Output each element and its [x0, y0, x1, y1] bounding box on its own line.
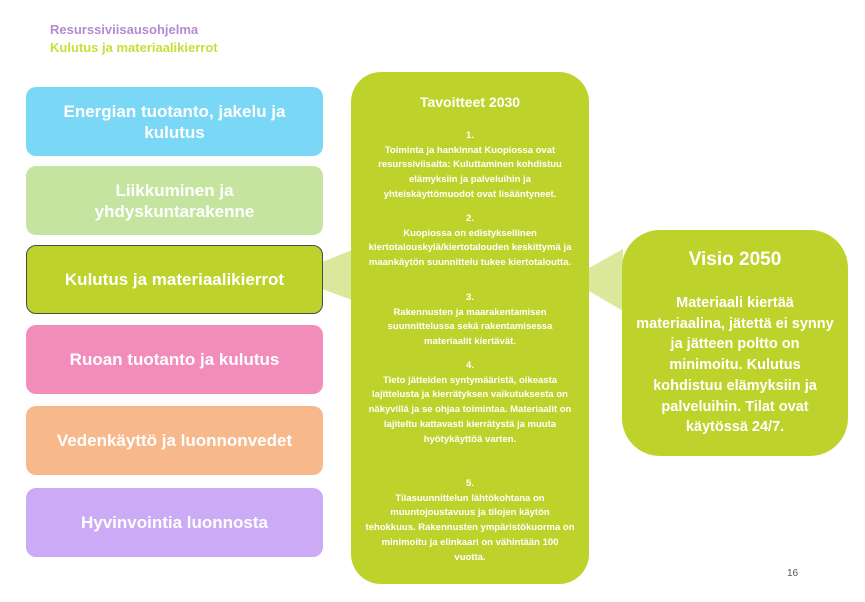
- goal-text: Kuopiossa on edistyksellinen kiertotalouskylä/kiertotalouden keskittymä ja maankäytön suunnittelu tukee kiertotaloutta.: [368, 227, 572, 269]
- page-number: 16: [787, 568, 799, 579]
- goal-number: 4.: [466, 360, 474, 371]
- goal-item-3: [365, 291, 575, 350]
- goal-item-4: [365, 359, 575, 447]
- theme-water-button[interactable]: [26, 406, 323, 475]
- theme-consumption-label: Kulutus ja materiaalikierrot: [64, 270, 285, 289]
- goal-text: Tilasuunnittelun lähtökohtana on muuntojoustavuus ja tilojen käytön tehokkuus. Rakennusten ympäristökuorma on minimoitu ja elinkaari on vähintään 100 vuotta.: [365, 492, 575, 563]
- goal-item-5: [365, 477, 575, 565]
- goal-text: Rakennusten ja maarakentamisen suunnittelussa sekä rakentamisessa materiaalit kiertävät.: [387, 306, 553, 348]
- goal-number: 5.: [466, 478, 474, 489]
- page-subtitle: Kulutus ja materiaalikierrot: [50, 40, 218, 55]
- vision-title: Visio 2050: [688, 249, 782, 270]
- theme-consumption-button[interactable]: [26, 245, 323, 314]
- theme-energy-button[interactable]: [26, 87, 323, 156]
- goal-item-2: [365, 212, 575, 271]
- goal-text: Tieto jätteiden syntymääristä, oikeasta lajittelusta ja kierrätyksen vaikutuksesta on näkyvillä ja se ohjaa toimintaa. Materiaalit on lajiteltu kattavasti kierrätystä ja muuta hyötykäyttöä varten.: [368, 374, 572, 445]
- theme-food-label: Ruoan tuotanto ja kulutus: [69, 350, 280, 369]
- theme-water-label: Vedenkäyttö ja luonnonvedet: [56, 431, 293, 450]
- goal-text: Toiminta ja hankinnat Kuopiossa ovat resurssiviisaita: Kuluttaminen kohdistuu elämyksiin ja palveluihin ja yhteiskäyttömuodot ovat lisääntyneet.: [378, 144, 562, 200]
- program-title: Resurssiviisausohjelma: [50, 22, 199, 37]
- goals-title: Tavoitteet 2030: [419, 94, 521, 110]
- goals-2030-panel: [351, 72, 589, 584]
- goal-number: 1.: [466, 130, 474, 141]
- vision-2050-panel: [622, 230, 848, 456]
- goal-number: 3.: [466, 292, 474, 303]
- theme-goals-connector: [322, 250, 352, 300]
- theme-food-button[interactable]: [26, 325, 323, 394]
- theme-nature-button[interactable]: [26, 488, 323, 557]
- theme-nature-label: Hyvinvointia luonnosta: [80, 513, 269, 532]
- goals-vision-connector: [589, 249, 623, 311]
- theme-energy-label: Energian tuotanto, jakelu ja kulutus: [63, 101, 286, 142]
- goal-item-1: [365, 129, 575, 203]
- goal-number: 2.: [466, 213, 474, 224]
- theme-mobility-button[interactable]: [26, 166, 323, 235]
- theme-mobility-label: Liikkuminen ja yhdyskuntarakenne: [94, 180, 255, 221]
- vision-text: Materiaali kiertää materiaalina, jätettä ei synny ja jätteen poltto on minimoitu. Kulutus kohdistuu elämyksiin ja palveluihin. Tilat ovat käytössä 24/7.: [636, 295, 834, 436]
